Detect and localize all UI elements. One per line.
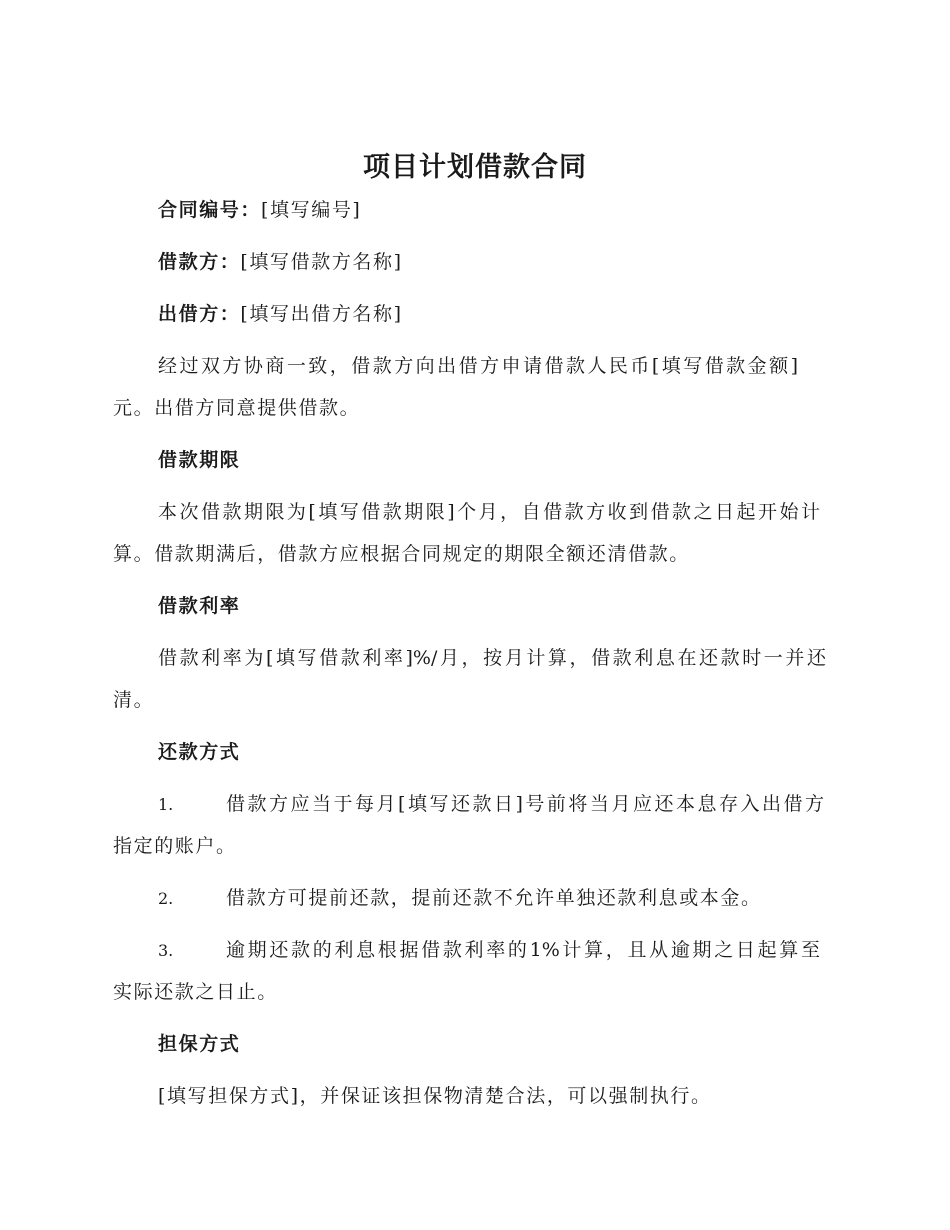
rate-line-2: 清。 — [113, 689, 155, 711]
repayment-item-1 — [158, 791, 826, 818]
list-number: 2. — [158, 889, 174, 908]
intro-line-1: 经过双方协商一致，借款方向出借方申请借款人民币[填写借款金额] — [158, 355, 798, 377]
repayment-item-1-cont: 指定的账户。 — [113, 835, 237, 857]
repayment-item-3-text: 逾期还款的利息根据借款利率的1%计算，且从逾期之日起算至 — [226, 939, 820, 961]
list-number: 1. — [158, 795, 174, 814]
term-line-2: 算。借款期满后，借款方应根据合同规定的期限全额还清借款。 — [113, 543, 690, 565]
rate-heading: 借款利率 — [158, 595, 241, 617]
lender-label: 出借方： — [158, 303, 241, 325]
repayment-item-2-text: 借款方可提前还款，提前还款不允许单独还款利息或本金。 — [226, 887, 762, 909]
borrower-label: 借款方： — [158, 251, 241, 273]
repayment-item-2 — [158, 885, 762, 912]
repayment-item-3 — [158, 937, 822, 964]
borrower-line — [158, 249, 403, 275]
lender-value: [填写出借方名称] — [240, 303, 403, 325]
term-heading: 借款期限 — [158, 449, 241, 471]
contract-number-line — [158, 197, 361, 223]
repayment-heading: 还款方式 — [158, 741, 241, 763]
guarantee-heading: 担保方式 — [158, 1033, 241, 1055]
contract-number-value: [填写编号] — [261, 199, 362, 221]
guarantee-line-1: [填写担保方式]，并保证该担保物清楚合法，可以强制执行。 — [158, 1085, 712, 1107]
rate-line-1: 借款利率为[填写借款利率]%/月，按月计算，借款利息在还款时一并还 — [158, 647, 826, 669]
lender-line — [158, 301, 403, 327]
contract-number-label: 合同编号： — [158, 199, 262, 221]
list-number: 3. — [158, 941, 174, 960]
borrower-value: [填写借款方名称] — [240, 251, 403, 273]
repayment-item-3-cont: 实际还款之日止。 — [113, 981, 278, 1003]
document-title: 项目计划借款合同 — [363, 152, 587, 183]
intro-line-2: 元。出借方同意提供借款。 — [113, 397, 361, 419]
term-line-1: 本次借款期限为[填写借款期限]个月，自借款方收到借款之日起开始计 — [158, 501, 820, 523]
repayment-item-1-text: 借款方应当于每月[填写还款日]号前将当月应还本息存入出借方 — [226, 793, 824, 815]
